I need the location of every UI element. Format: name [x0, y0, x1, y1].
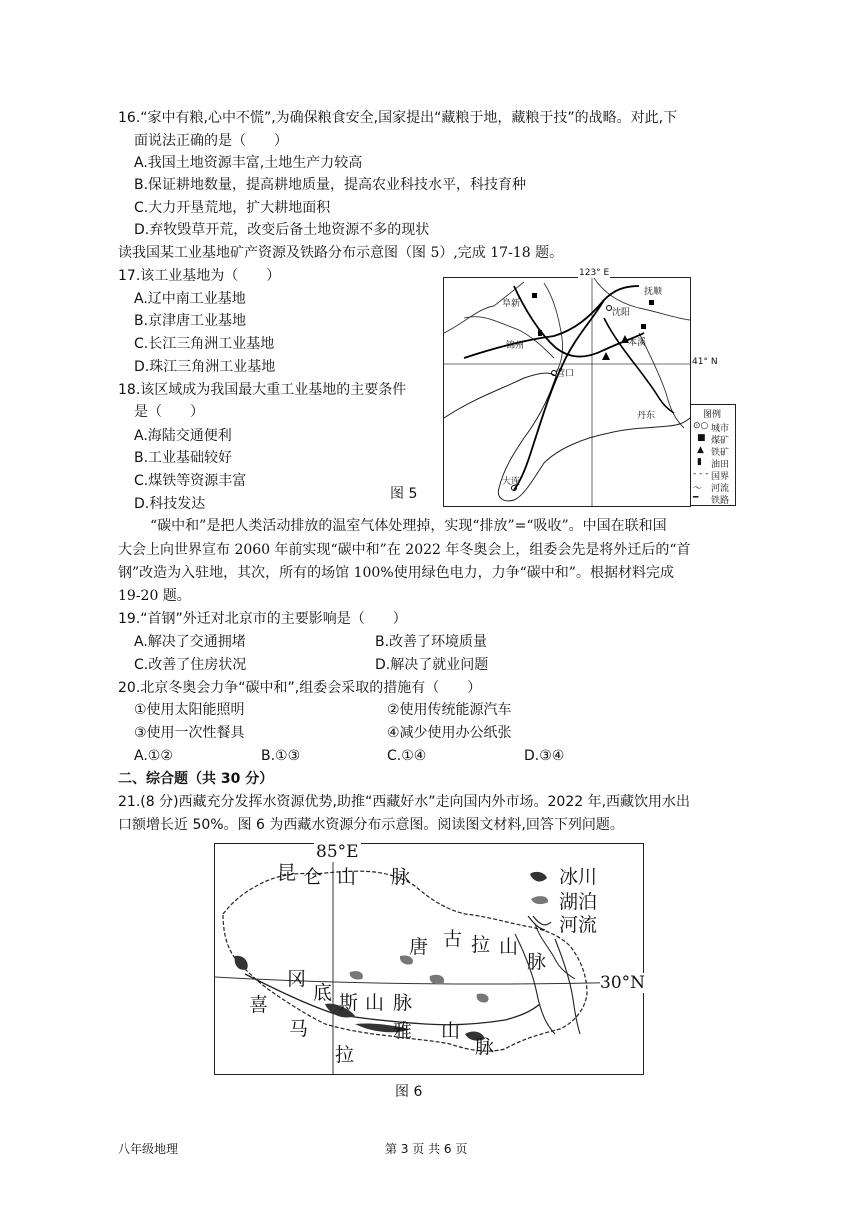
q16-stem-line1: 16.“家中有粮,心中不慌”,为确保粮食安全,国家提出“藏粮于地，藏粮于技”的战略。对此,下: [118, 110, 678, 126]
passage-line4: 19-20 题。: [118, 588, 191, 604]
q18-stem-line1: 18.该区域成为我国最大重工业基地的主要条件: [118, 382, 407, 398]
city-label: 阜新: [502, 299, 521, 309]
lake: [477, 994, 489, 1003]
city-label: 本溪: [628, 338, 647, 348]
legend-railway-label: 铁路: [711, 496, 730, 506]
q20-option-c: C.①④: [387, 748, 427, 764]
gangdise-char: 山: [365, 992, 385, 1014]
coal-mine-symbol: [532, 293, 537, 298]
legend-border-label: 国界: [711, 472, 730, 482]
q17-option-a: A.辽中南工业基地: [134, 291, 246, 307]
figure6-map: [214, 843, 644, 1075]
coal-mine-symbol: [649, 300, 654, 305]
figure5-latitude-label: 41° N: [692, 357, 718, 367]
q16-option-a: A.我国土地资源丰富,土地生产力较高: [134, 155, 363, 171]
q17-option-d: D.珠江三角洲工业基地: [134, 359, 276, 375]
railway: [514, 300, 604, 490]
q18-option-b: B.工业基础较好: [134, 450, 233, 466]
q18-option-d: D.科技发达: [134, 496, 206, 512]
tanggula-char: 山: [499, 936, 519, 958]
city-label: 大连: [502, 477, 521, 487]
q18-option-a: A.海陆交通便利: [134, 428, 232, 444]
lake-legend-symbol: [531, 896, 548, 904]
coastline: [444, 373, 690, 501]
figure6-caption: 图 6: [395, 1084, 423, 1100]
q20-choice-4: ④减少使用办公纸张: [387, 725, 512, 741]
city-label: 沈阳: [612, 308, 631, 318]
legend-river-label: 河流: [559, 914, 598, 936]
q19-stem: 19.“首钢”外迁对北京市的主要影响是（ ）: [118, 611, 407, 627]
q21-line2: 口额增长近 50%。图 6 为西藏水资源分布示意图。阅读图文材料,回答下列问题。: [118, 817, 624, 833]
footer-page-number: 第 3 页 共 6 页: [385, 1142, 468, 1156]
himalaya-char: 雅: [393, 1020, 413, 1042]
figure5-map-lines: [444, 278, 690, 506]
river-legend-symbol: [528, 916, 551, 930]
legend-lake-label: 湖泊: [559, 891, 598, 913]
lake: [350, 971, 363, 979]
railway: [604, 318, 674, 413]
legend-glacier-label: 冰川: [559, 866, 598, 888]
gangdise-char: 斯: [339, 992, 359, 1014]
himalaya-char: 山: [441, 1020, 461, 1042]
legend-coal-icon: ■: [697, 433, 706, 443]
legend-iron-icon: ▲: [697, 445, 704, 455]
legend-border-icon: - - -: [693, 469, 709, 479]
q19-option-d: D.解决了就业问题: [375, 657, 489, 673]
figure5-longitude-label: 123° E: [579, 268, 610, 278]
figure5-caption: 图 5: [390, 486, 418, 502]
gangdise-char: 底: [313, 982, 333, 1004]
q17-stem: 17.该工业基地为（ ）: [118, 268, 281, 284]
q20-option-b: B.①③: [261, 748, 301, 764]
legend-river-label: 河流: [711, 484, 730, 494]
q16-option-c: C.大力开垦荒地，扩大耕地面积: [134, 200, 331, 216]
legend-iron-label: 铁矿: [711, 448, 730, 458]
q17-option-c: C.长江三角洲工业基地: [134, 336, 275, 352]
city-dot: [607, 306, 612, 311]
himalaya-char: 拉: [335, 1044, 355, 1066]
q20-option-a: A.①②: [134, 748, 173, 764]
iron-mine-symbol: [602, 352, 610, 360]
q20-choice-1: ①使用太阳能照明: [134, 702, 245, 718]
intro-17-18: 读我国某工业基地矿产资源及铁路分布示意图（图 5）,完成 17-18 题。: [118, 245, 564, 261]
q18-option-c: C.煤铁等资源丰富: [134, 473, 247, 489]
lake: [430, 975, 444, 985]
q20-choice-3: ③使用一次性餐具: [134, 725, 245, 741]
q20-choice-2: ②使用传统能源汽车: [387, 702, 512, 718]
q21-line1: 21.(8 分)西藏充分发挥水资源优势,助推“西藏好水”走向国内外市场。2022 年,西藏饮用水出: [118, 794, 691, 810]
river: [555, 939, 580, 1034]
q19-option-a: A.解决了交通拥堵: [134, 634, 246, 650]
kunlun-char: 仑: [303, 866, 323, 888]
legend-title: 图例: [703, 410, 722, 420]
q19-option-b: B.改善了环境质量: [375, 634, 488, 650]
q16-stem-line2: 面说法正确的是（ ）: [134, 133, 288, 149]
city-label: 抚顺: [644, 287, 663, 297]
river: [544, 283, 563, 373]
legend-railway-icon: ━: [693, 493, 699, 503]
legend-city-label: 城市: [711, 424, 730, 434]
tanggula-char: 唐: [409, 936, 429, 958]
figure5-map: [443, 277, 691, 507]
q16-option-b: B.保证耕地数量，提高耕地质量，提高农业科技水平，科技育种: [134, 177, 527, 193]
himalaya-char: 喜: [249, 994, 269, 1016]
oil-field-symbol: [538, 330, 542, 336]
q20-stem: 20.北京冬奥会力争“碳中和”,组委会采取的措施有（ ）: [118, 680, 482, 696]
figure6-longitude-label: 85°E: [316, 842, 359, 862]
q19-option-c: C.改善了住房状况: [134, 657, 247, 673]
gangdise-char: 冈: [287, 968, 307, 990]
city-label: 锦州: [506, 341, 525, 351]
figure5-legend-panel: [690, 404, 736, 506]
legend-coal-label: 煤矿: [711, 436, 730, 446]
legend-city-icon: ⊙○: [693, 421, 709, 431]
section2-title: 二、综合题（共 30 分）: [118, 771, 274, 787]
gangdise-char: 脉: [393, 992, 413, 1014]
coal-mine-symbol: [641, 324, 646, 329]
q17-option-b: B.京津唐工业基地: [134, 313, 247, 329]
parallel-line: [215, 977, 643, 984]
city-label: 丹东: [637, 411, 656, 421]
kunlun-char: 脉: [391, 866, 411, 888]
himalaya-char: 脉: [475, 1036, 495, 1058]
passage-line3: 钢”改造为入驻地，其次，所有的场馆 100%使用绿色电力，力争“碳中和”。根据材料完成: [118, 565, 674, 581]
q16-option-d: D.弃牧毁草开荒，改变后备土地资源不多的现状: [134, 222, 430, 238]
tanggula-char: 古: [443, 928, 463, 950]
legend-oil-icon: ▮: [697, 457, 702, 467]
glacier-legend-symbol: [530, 872, 547, 882]
himalaya-char: 马: [289, 1018, 309, 1040]
river: [594, 278, 690, 320]
passage-line2: 大会上向世界宣布 2060 年前实现“碳中和”在 2022 年冬奥会上，组委会先是将外迁后的“首: [118, 542, 691, 558]
tanggula-char: 拉: [471, 934, 491, 956]
q20-option-d: D.③④: [524, 748, 565, 764]
tanggula-char: 脉: [527, 951, 547, 973]
glacier: [235, 956, 248, 970]
kunlun-char: 昆: [277, 862, 297, 884]
figure6-latitude-label: 30°N: [600, 973, 646, 993]
kunlun-char: 山: [337, 866, 357, 888]
q18-stem-line2: 是（ ）: [134, 404, 204, 420]
legend-river-icon: 〜: [693, 484, 703, 494]
passage-line1: “碳中和”是把人类活动排放的温室气体处理掉，实现“排放”=“吸收”。中国在联和国: [150, 518, 667, 534]
city-label: 营口: [556, 369, 575, 379]
legend-oil-label: 油田: [711, 460, 730, 470]
footer-subject: 八年级地理: [118, 1142, 179, 1156]
